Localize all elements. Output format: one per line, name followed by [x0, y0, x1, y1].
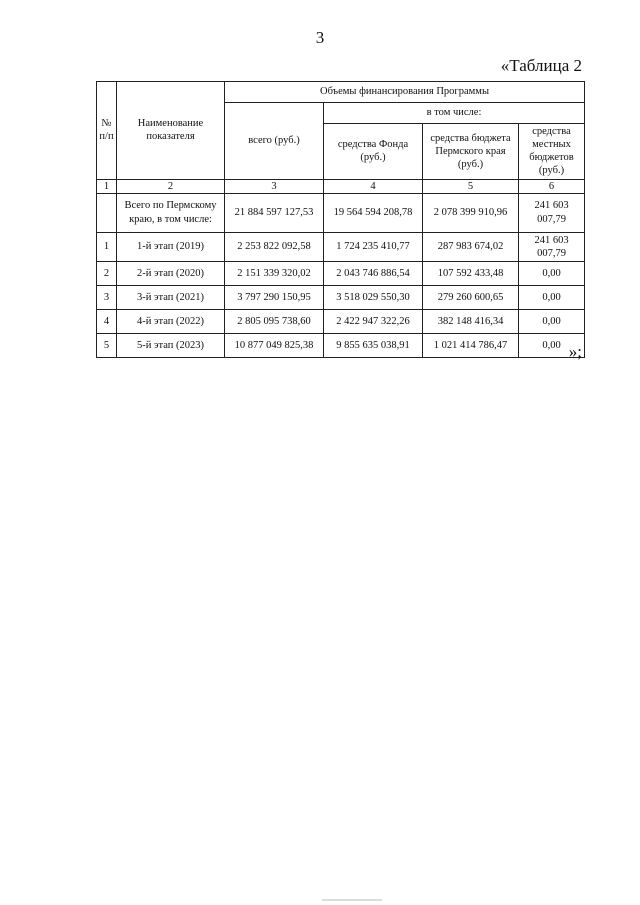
header-regional: средства бюджета Пермского края (руб.) — [423, 124, 519, 180]
header-fund: средства Фонда (руб.) — [324, 124, 423, 180]
cell-local: 241 603 007,79 — [519, 193, 585, 232]
header-name: Наименование показателя — [117, 82, 225, 180]
table-row — [97, 333, 585, 357]
col-number: 1 — [97, 179, 117, 193]
cell-name: 4-й этап (2022) — [117, 309, 225, 333]
col-number: 2 — [117, 179, 225, 193]
cell-num: 3 — [97, 285, 117, 309]
col-number: 3 — [225, 179, 324, 193]
cell-name: 1-й этап (2019) — [117, 232, 225, 261]
cell-total: 21 884 597 127,53 — [225, 193, 324, 232]
header-local: средства местных бюджетов (руб.) — [519, 124, 585, 180]
cell-regional: 1 021 414 786,47 — [423, 333, 519, 357]
cell-regional: 2 078 399 910,96 — [423, 193, 519, 232]
cell-total: 3 797 290 150,95 — [225, 285, 324, 309]
cell-fund: 19 564 594 208,78 — [324, 193, 423, 232]
cell-local: 241 603 007,79 — [519, 232, 585, 261]
cell-num: 1 — [97, 232, 117, 261]
header-total: всего (руб.) — [225, 103, 324, 180]
cell-fund: 1 724 235 410,77 — [324, 232, 423, 261]
col-number: 5 — [423, 179, 519, 193]
cell-total: 2 151 339 320,02 — [225, 261, 324, 285]
table-label: «Таблица 2 — [500, 56, 582, 75]
header-including: в том числе: — [324, 103, 585, 124]
cell-regional: 107 592 433,48 — [423, 261, 519, 285]
cell-regional: 382 148 416,34 — [423, 309, 519, 333]
cell-local: 0,00 — [519, 333, 585, 357]
cell-num: 5 — [97, 333, 117, 357]
cell-local: 0,00 — [519, 285, 585, 309]
cell-name: 2-й этап (2020) — [117, 261, 225, 285]
table-row — [97, 232, 585, 261]
table-row — [97, 261, 585, 285]
cell-regional: 279 260 600,65 — [423, 285, 519, 309]
cell-name: 5-й этап (2023) — [117, 333, 225, 357]
closing-quote: »; — [568, 342, 582, 361]
cell-local: 0,00 — [519, 261, 585, 285]
column-numbers-row — [97, 179, 585, 193]
cell-local: 0,00 — [519, 309, 585, 333]
cell-fund: 9 855 635 038,91 — [324, 333, 423, 357]
cell-total: 10 877 049 825,38 — [225, 333, 324, 357]
table-row — [97, 285, 585, 309]
cell-num — [97, 193, 117, 232]
cell-fund: 3 518 029 550,30 — [324, 285, 423, 309]
cell-num: 2 — [97, 261, 117, 285]
cell-fund: 2 043 746 886,54 — [324, 261, 423, 285]
table-row-total — [97, 193, 585, 232]
cell-name: 3-й этап (2021) — [117, 285, 225, 309]
col-number: 4 — [324, 179, 423, 193]
header-group: Объемы финансирования Программы — [225, 82, 585, 103]
table-row — [97, 309, 585, 333]
cell-num: 4 — [97, 309, 117, 333]
financing-table — [96, 81, 585, 358]
cell-total: 2 253 822 092,58 — [225, 232, 324, 261]
scan-artifact — [322, 899, 382, 901]
header-num: № п/п — [97, 82, 117, 180]
cell-total: 2 805 095 738,60 — [225, 309, 324, 333]
col-number: 6 — [519, 179, 585, 193]
page-number: 3 — [315, 28, 325, 47]
cell-fund: 2 422 947 322,26 — [324, 309, 423, 333]
cell-regional: 287 983 674,02 — [423, 232, 519, 261]
cell-name: Всего по Пермскому краю, в том числе: — [117, 193, 225, 232]
